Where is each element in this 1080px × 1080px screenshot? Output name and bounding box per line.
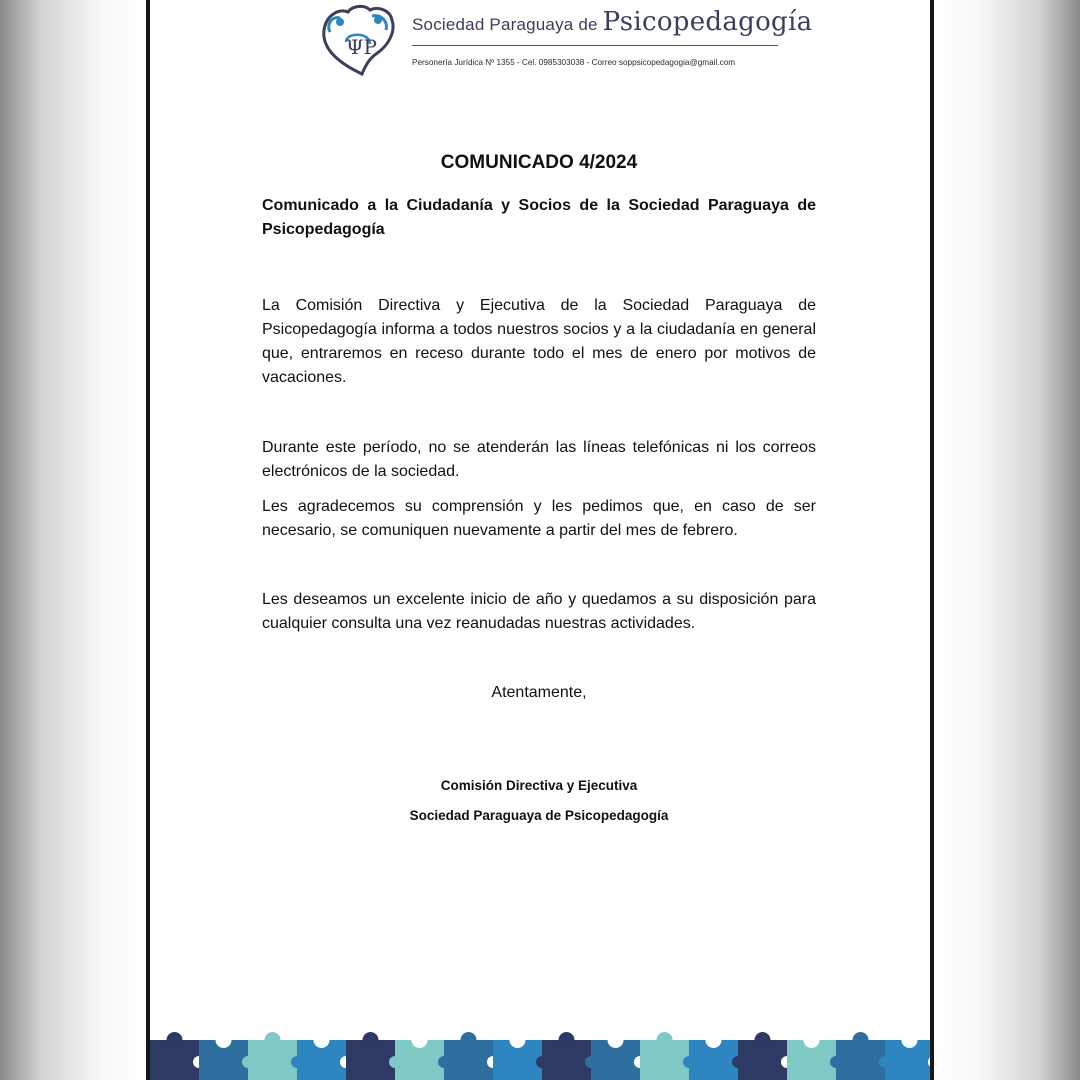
organization-name-emphasis: Psicopedagogía [602, 7, 813, 37]
organization-name-prefix: Sociedad Paraguaya de [412, 15, 598, 34]
puzzle-knob [167, 1032, 183, 1048]
paragraph: La Comisión Directiva y Ejecutiva de la Sociedad Paraguaya de Psicopedagogía informa a todos nuestros socios y a la ciudadanía en general que, entraremos en receso durante todo el mes de enero por motivos de vacaciones. [262, 297, 816, 386]
closing-salutation: Atentamente, [491, 684, 587, 701]
signature-line-1: Comisión Directiva y Ejecutiva [440, 778, 638, 793]
svg-text:ΨP: ΨP [346, 35, 377, 59]
puzzle-knob [412, 1032, 428, 1048]
puzzle-knob [314, 1032, 330, 1048]
puzzle-knob [510, 1032, 526, 1048]
letterhead [310, 0, 813, 80]
letterhead-divider [412, 45, 778, 46]
organization-name [412, 7, 812, 37]
puzzle-border-decoration [150, 1028, 930, 1080]
brain-heart-logo-icon [316, 2, 400, 78]
puzzle-knob [265, 1032, 281, 1048]
document-body [262, 152, 816, 831]
document-title: COMUNICADO 4/2024 [440, 152, 638, 173]
puzzle-knob [804, 1032, 820, 1048]
puzzle-knob [363, 1032, 379, 1048]
legal-info: Personería Jurídica Nº 1355 - Cel. 0985303038 - Correo soppsicopedagogia@gmail.com [412, 58, 736, 67]
puzzle-knob [902, 1032, 918, 1048]
paragraph: Les deseamos un excelente inicio de año y quedamos a su disposición para cualquier consulta una vez reanudadas nuestras actividades. [262, 591, 816, 632]
paragraph: Les agradecemos su comprensión y les pedimos que, en caso de ser necesario, se comuniquen nuevamente a partir del mes de febrero. [262, 498, 816, 539]
document-subject: Comunicado a la Ciudadanía y Socios de la Sociedad Paraguaya de Psicopedagogía [262, 197, 816, 238]
puzzle-knob [608, 1032, 624, 1048]
puzzle-knob [559, 1032, 575, 1048]
puzzle-knob [657, 1032, 673, 1048]
puzzle-knob [216, 1032, 232, 1048]
paragraph: Durante este período, no se atenderán las líneas telefónicas ni los correos electrónicos de la sociedad. [262, 439, 816, 480]
puzzle-knob [853, 1032, 869, 1048]
puzzle-knob [706, 1032, 722, 1048]
signature-line-2: Sociedad Paraguaya de Psicopedagogía [409, 808, 669, 823]
document-page [146, 0, 934, 1080]
puzzle-knob [461, 1032, 477, 1048]
puzzle-knob [755, 1032, 771, 1048]
